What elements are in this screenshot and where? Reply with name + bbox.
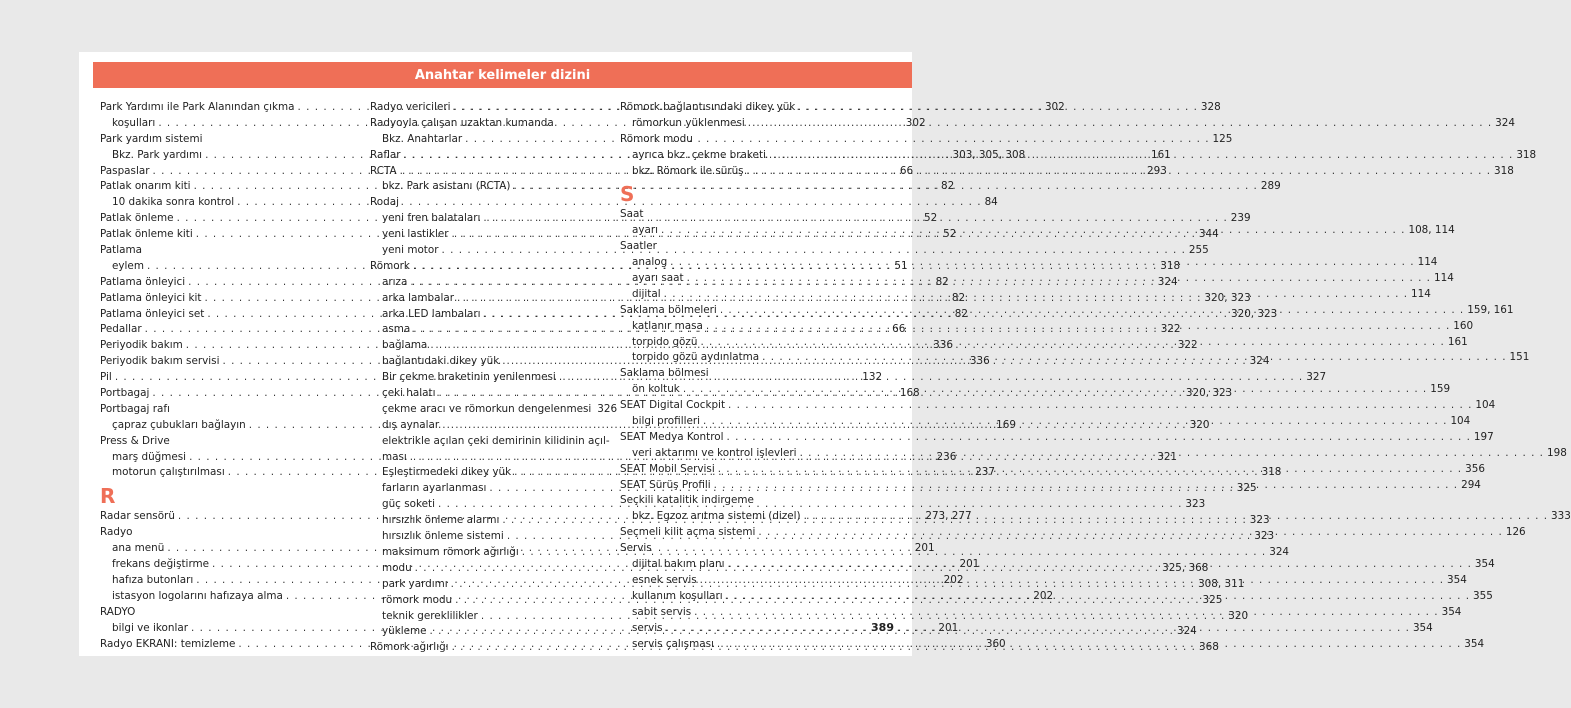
entry-page-ref: 201 [914,542,935,555]
entry-text: Römork modu [620,132,693,145]
entry-page-ref: 320, 323 [1185,387,1233,400]
entry-page-ref: 324 [1495,116,1516,129]
entry-page-ref: 289 [1260,180,1281,193]
entry-text: elektrikle açılan çeki demirinin kilidinin açıl- [382,434,610,447]
entry-text: hırsızlık önleme sistemi [382,530,504,543]
index-entry [620,239,852,255]
entry-page-ref: 320 [1228,609,1249,622]
dot-leader [758,525,1502,541]
index-entry [100,434,326,450]
entry-text: yükleme [382,625,427,638]
entry-page-ref: 333 [1551,510,1571,523]
entry-page-ref: 323 [1185,498,1206,511]
index-subentry [370,434,610,450]
entry-text: bkz. Park asistanı (RCTA) [382,180,511,193]
entry-page-ref: 66 [892,323,906,336]
entry-page-ref: 354 [1412,621,1433,634]
entry-page-ref: 302 [1044,101,1065,113]
entry-page-ref: 302 [905,116,926,129]
entry-page-ref: 293 [1147,164,1167,177]
index-entry [620,207,852,223]
entry-text: servis [632,621,663,634]
entry-text: istasyon logolarını hafızaya alma [112,589,283,602]
entry-page-ref: 161 [1150,148,1171,161]
entry-page-ref: 66 [899,164,914,177]
entry-text: dijital bakım planı [632,558,725,571]
entry-text: Bkz. Park yardımı [112,148,203,161]
entry-text: park yardımı [382,577,448,590]
entry-page-ref: 320 [1189,418,1210,431]
entry-page-ref: 52 [943,228,957,241]
dot-leader [769,148,1513,164]
entry-text: frekans değiştirme [112,558,210,571]
entry-text: servis çalışması [632,637,714,650]
entry-page-ref: 320, 323 [1230,307,1278,320]
entry-page-ref: 318 [1516,148,1537,161]
entry-page-ref: 344 [1198,228,1219,241]
entry-page-ref: 325, 368 [1162,561,1209,574]
entry-text: modu [382,561,412,574]
entry-text: ayarı [632,224,659,237]
entry-text: arıza [382,275,408,288]
entry-text: Press & Drive [100,434,170,447]
entry-page-ref: 325 [1236,482,1257,495]
entry-text: SEAT Sürüş Profili [620,478,711,491]
entry-page-ref: 159, 161 [1467,303,1514,316]
index-entry [100,243,326,259]
dot-leader [683,382,1427,398]
entry-page-ref: 104 [1475,399,1496,412]
dot-leader [728,398,1472,414]
entry-text: eylem [112,259,144,272]
entry-text: torpido gözü [632,335,698,348]
index-entry [370,116,600,132]
entry-page-ref: 52 [923,212,938,225]
entry-text: Saatler [620,240,657,253]
entry-text: Raflar [370,148,401,161]
entry-text: Periyodik bakım [100,339,183,352]
dot-leader [748,116,1492,132]
index-section-letter: S [620,182,635,207]
index-entry [100,525,326,541]
entry-page-ref: 294 [1461,478,1481,491]
entry-text: arka lambalar [382,291,455,304]
entry-text: Römork ağırlığı [370,641,449,654]
entry-page-ref: 354 [1447,573,1467,586]
entry-text: çekme aracı ve römorkun dengelenmesi [382,402,592,415]
entry-text: bkz. Römork ile sürüş [632,164,744,177]
entry-text: Patlak önleme kiti [100,228,193,241]
dot-leader [694,605,1438,621]
entry-page-ref: 318 [1494,164,1514,177]
entry-text: yeni lastikler [382,228,449,241]
entry-page-ref: 324 [1157,275,1178,288]
entry-text: Patlak onarım kiti [100,180,191,193]
entry-text: Servis [620,542,652,555]
dot-leader [700,335,1444,351]
entry-text: hırsızlık önleme alarmı [382,514,500,527]
entry-page-ref: 104 [1450,415,1471,428]
entry-text: Bir çekme braketinin yenilenmesi [382,371,556,384]
entry-text: Rodaj [370,196,399,209]
entry-page-ref: 201 [938,621,959,634]
entry-text: dijital [632,287,661,300]
entry-text: Pil [100,371,112,384]
entry-text: koşulları [112,116,156,129]
dot-leader [666,621,1410,637]
index-entry [620,100,852,116]
index-entry [100,402,326,418]
dot-leader [687,271,1431,287]
entry-page-ref: 354 [1464,637,1485,650]
entry-text: ayarı saat [632,272,684,285]
entry-text: veri aktarımı ve kontrol işlevleri [632,446,797,459]
entry-text: Patlama önleyici set [100,307,205,320]
entry-page-ref: 114 [1411,287,1431,300]
entry-text: Patlama önleyici [100,275,186,288]
entry-page-ref: 368 [1198,641,1219,654]
entry-page-ref: 84 [984,196,998,209]
dot-leader [804,509,1548,525]
entry-text: Park Yardımı ile Park Alanından çıkma [100,101,295,113]
entry-page-ref: 132 [862,371,883,384]
entry-page-ref: 236 [936,450,957,463]
entry-text: Radar sensörü [100,510,175,523]
entry-page-ref: 323 [1254,530,1275,543]
entry-text: hafıza butonları [112,573,194,586]
dot-leader [718,462,1462,478]
entry-text: ön koltuk [632,383,680,396]
entry-text: asma [382,323,411,336]
entry-text: bilgi ve ikonlar [112,621,189,634]
dot-leader [664,287,1408,303]
entry-page-ref: 328 [1200,101,1221,113]
index-entry [620,430,1494,446]
entry-text: teknik gereklilikler [382,609,478,622]
entry-text: bağlantıdaki dikey yük [382,355,500,368]
entry-text: SEAT Mobil Servisi [620,462,715,475]
entry-page-ref: 324 [1176,625,1197,638]
entry-page-ref: 324 [1269,545,1290,558]
entry-page-ref: 202 [943,573,964,586]
index-entry [100,605,326,621]
entry-page-ref: 355 [1473,589,1493,602]
index-section-letter: R [100,484,116,509]
entry-text: analog [632,256,668,269]
dot-leader [670,255,1414,271]
index-title: Anahtar kelimeler dizini [414,67,591,83]
entry-text: Portbagaj [100,387,150,400]
entry-text: römork modu [382,593,453,606]
entry-page-ref: 323 [1249,514,1270,527]
entry-text: arka LED lambaları [382,307,481,320]
entry-text: ayrıca bkz. çekme braketi [632,148,766,161]
entry-page-ref: 125 [1212,132,1233,145]
entry-text: Seçkili katalitik indirgeme [620,494,754,507]
entry-text: Patlak önleme [100,212,174,225]
entry-page-ref: 168 [899,387,920,400]
entry-page-ref: 159 [1430,383,1451,396]
index-entry [620,132,852,148]
entry-page-ref: 114 [1433,272,1454,285]
entry-text: esnek servis [632,573,697,586]
entry-text: Radyo vericileri [370,101,451,113]
dot-leader [728,557,1472,573]
entry-page-ref: 151 [1509,351,1530,364]
entry-text: Saat [620,208,644,221]
entry-text: Bkz. Anahtarlar [382,132,463,145]
entry-text: sabit servis [632,605,692,618]
entry-page-ref: 108, 114 [1408,224,1455,237]
entry-text: torpido gözü aydınlatma [632,351,760,364]
entry-page-ref: 161 [1447,335,1468,348]
entry-text: bağlama [382,339,428,352]
entry-text: Park yardım sistemi [100,132,203,145]
entry-page-ref: 197 [1473,430,1494,443]
entry-page-ref: 239 [1230,212,1251,225]
entry-text: römorkun yüklenmesi [632,116,745,129]
entry-page-ref: 326 [597,402,618,415]
entry-page-ref: 126 [1505,526,1526,539]
entry-text: çeki halatı [382,387,436,400]
entry-text: Saklama bölmeleri [620,303,717,316]
entry-page-ref: 198 [1546,446,1567,459]
entry-page-ref: 354 [1441,605,1462,618]
entry-text: bilgi profilleri [632,415,701,428]
index-header [93,62,912,88]
entry-text: motorun çalıştırılması [112,466,225,479]
entry-page-ref: 360 [985,637,1006,650]
entry-text: SEAT Digital Cockpit [620,399,726,412]
entry-text: farların ayarlanması [382,482,487,495]
entry-text: Römork bağlantısındaki dikey yük [620,101,796,113]
entry-page-ref: 356 [1465,462,1485,475]
entry-text: Eşleştirmedeki dikey yük [382,466,512,479]
entry-page-ref: 321 [1157,450,1178,463]
entry-text: Pedallar [100,323,142,336]
entry-text: SEAT Medya Kontrol [620,430,724,443]
dot-leader [714,478,1458,494]
dot-leader [661,223,1405,239]
entry-page-ref: 169 [996,418,1016,431]
entry-text: yeni fren balataları [382,212,481,225]
entry-page-ref: 273, 277 [925,510,972,523]
entry-text: yeni motor [382,244,439,257]
entry-page-ref: 325 [1202,593,1223,606]
entry-page-ref: 322 [1177,339,1198,352]
entry-page-ref: 114 [1417,256,1438,269]
entry-text: Saklama bölmesi [620,367,709,380]
entry-text: katlanır masa [632,319,703,332]
dot-leader [726,589,1470,605]
entry-text: RADYO [100,605,136,618]
entry-page-ref: 82 [951,291,966,304]
entry-page-ref: 160 [1453,319,1474,332]
entry-text: Radyo [100,526,133,539]
entry-page-ref: 255 [1188,244,1209,257]
index-page [79,52,1571,656]
entry-page-ref: 82 [954,307,968,320]
dot-leader [700,573,1444,589]
index-entry [620,398,1496,414]
entry-page-ref: 237 [975,466,995,479]
entry-page-ref: 318 [1261,466,1282,479]
entry-text: kullanım koşulları [632,589,723,602]
dot-leader [703,414,1447,430]
entry-text: RCTA [370,164,397,177]
dot-leader [762,350,1506,366]
entry-text: güç soketi [382,498,435,511]
entry-page-ref: 327 [1306,371,1327,384]
index-entry [620,366,852,382]
entry-text: Seçmeli kilit açma sistemi [620,526,756,539]
entry-text: Römork [370,259,410,272]
entry-text: ana menü [112,542,165,555]
dot-leader [726,430,1470,446]
entry-page-ref: 320, 323 [1204,291,1251,304]
entry-page-ref: 354 [1474,558,1495,571]
entry-page-ref: 336 [933,339,953,352]
entry-text: Radyoyla çalışan uzaktan kumanda [370,116,554,129]
dot-leader [720,303,1464,319]
entry-page-ref: 308, 311 [1198,577,1245,590]
entry-page-ref: 51 [894,259,908,272]
index-entry [620,541,852,557]
entry-page-ref: 202 [1033,589,1054,602]
index-entry [620,493,852,509]
entry-text: bkz. Egzoz arıtma sistemi (dizel) [632,510,801,523]
entry-text: Paspaslar [100,164,150,177]
entry-page-ref: 318 [1160,259,1181,272]
dot-leader [717,637,1461,653]
entry-text: Portbagaj rafı [100,402,170,415]
entry-text: Patlama [100,244,142,257]
entry-text: çapraz çubukları bağlayın [112,418,246,431]
index-subentry [370,402,618,418]
entry-page-ref: 324 [1249,355,1270,368]
dot-leader [800,446,1544,462]
page-number: 389 [871,621,894,634]
entry-page-ref: 303, 305, 308 [952,148,1026,161]
entry-text: maksimum römork ağırlığı [382,545,519,558]
index-entry [100,132,326,148]
entry-page-ref: 82 [940,180,955,193]
entry-text: Periyodik bakım servisi [100,355,220,368]
index-entry [370,195,600,211]
entry-text: Radyo EKRANI: temizleme [100,637,236,650]
entry-text: 10 dakika sonra kontrol [112,196,235,209]
entry-page-ref: 201 [959,558,980,571]
entry-text: marş düğmesi [112,450,187,463]
dot-leader [706,319,1450,335]
entry-page-ref: 82 [935,275,949,288]
entry-page-ref: 322 [1160,323,1181,336]
entry-page-ref: 336 [969,355,990,368]
dot-leader [747,164,1491,180]
entry-text: Patlama önleyici kit [100,291,202,304]
entry-text: ması [382,450,407,463]
entry-text: dış aynalar [382,418,440,431]
dot-leader [237,195,981,211]
